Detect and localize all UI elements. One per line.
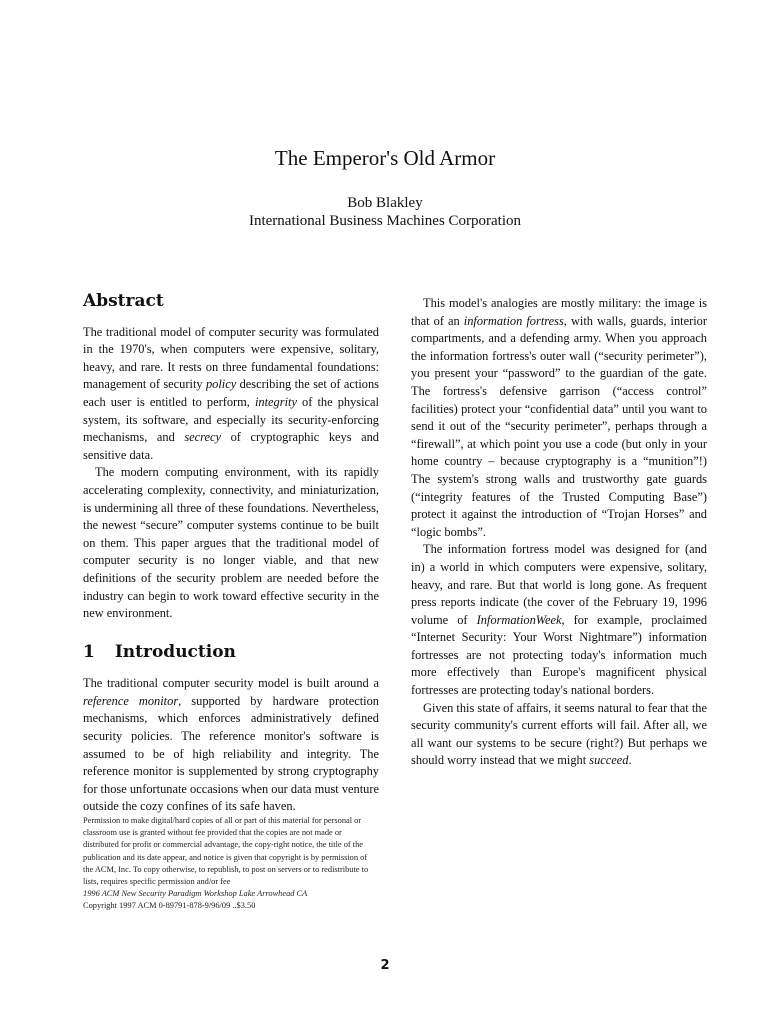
abstract-heading: Abstract	[83, 291, 164, 311]
introduction-heading	[83, 641, 379, 662]
title-block	[0, 146, 770, 230]
page-number: 2	[380, 958, 390, 973]
introduction-paragraph-1: The traditional computer security model is built around a reference monitor, supported by hardware protection mechanisms, which enforces administratively defined security policies. The reference monitor's software is assumed to be of high reliability and integrity. The reference monitor is supplemented by strong cryptography for those unfortunate occasions when our data must venture outside the cozy confines of its safe haven.	[83, 676, 380, 814]
copyright-line: Copyright 1997 ACM 0-89791-878-9/96/09 ..$3.50	[83, 901, 256, 911]
body-paragraph-2: The information fortress model was designed for (and in) a world in which computers were expensive, solitary, heavy, and rare. But that world is long gone. As frequent press reports indicate (the cover of the February 19, 1996 volume of InformationWeek, for example, proclaimed “Internet Security: Your Worst Nightmare”) information fortresses are not protecting today's information much more effectively than Europe's magnificent physical fortresses are protecting today's national borders.	[411, 542, 708, 698]
right-column	[411, 295, 707, 770]
copyright-footnote	[83, 815, 379, 913]
author-name: Bob Blakley	[347, 195, 423, 211]
paper-title: The Emperor's Old Armor	[274, 146, 496, 170]
workshop-venue: 1996 ACM New Security Paradigm Workshop Lake Arrowhead CA	[83, 889, 308, 899]
author-affiliation: International Business Machines Corporation	[248, 213, 522, 229]
permission-notice: Permission to make digital/hard copies of all or part of this material for personal or classroom use is granted without fee provided that the copies are not made or distributed for profit or commercial advantage, the copy-right notice, the title of the publication and its date appear, and notice is given that copyright is by permission of the ACM, Inc. To copy otherwise, to republish, to post on servers or to redistribute to lists, requires specific permission and/or fee	[83, 816, 369, 887]
abstract-paragraph-2: The modern computing environment, with its rapidly accelerating complexity, connectivity, and miniaturization, is undermining all three of these foundations. Nevertheless, the newest “secure” computer systems continue to be built on them. This paper argues that the traditional model of computer security is no longer viable, and that new definitions of the security problem are needed before the industry can begin to work toward effective security in the new environment.	[83, 465, 379, 621]
body-paragraph-3: Given this state of affairs, it seems natural to fear that the security community's current efforts will fail. After all, we all want our systems to be secure (right?) But perhaps we should worry instead that we might succeed.	[411, 700, 707, 768]
section-number: 1	[83, 641, 95, 662]
left-column	[83, 293, 379, 816]
section-title: Introduction	[114, 641, 236, 662]
body-paragraph-1: This model's analogies are mostly military: the image is that of an information fortress, with walls, guards, interior compartments, and a defending army. When you approach the information fortress's outer wall (“security perimeter”), you present your “password” to the guardian of the gate. The fortress's defensive garrison (“access control” facilities) protect your “confidential data” until you want to send it out of the “security perimeter”, perhaps through a “firewall”, at which point you use a code (but only in your home country – because cryptography is a “munition”!) The system's strong walls and trustworthy gate guards (“integrity features of the Trusted Computing Base”) protect it against the introduction of “Trojan Horses” and “logic bombs”.	[411, 296, 708, 539]
abstract-paragraph-1: The traditional model of computer security was formulated in the 1970's, when computers were expensive, solitary, heavy, and rare. It rests on three fundamental foundations: management of security policy describing the set of actions each user is entitled to perform, integrity of the physical system, its software, and especially its security-enforcing mechanisms, and secrecy of cryptographic keys and sensitive data.	[83, 324, 380, 462]
